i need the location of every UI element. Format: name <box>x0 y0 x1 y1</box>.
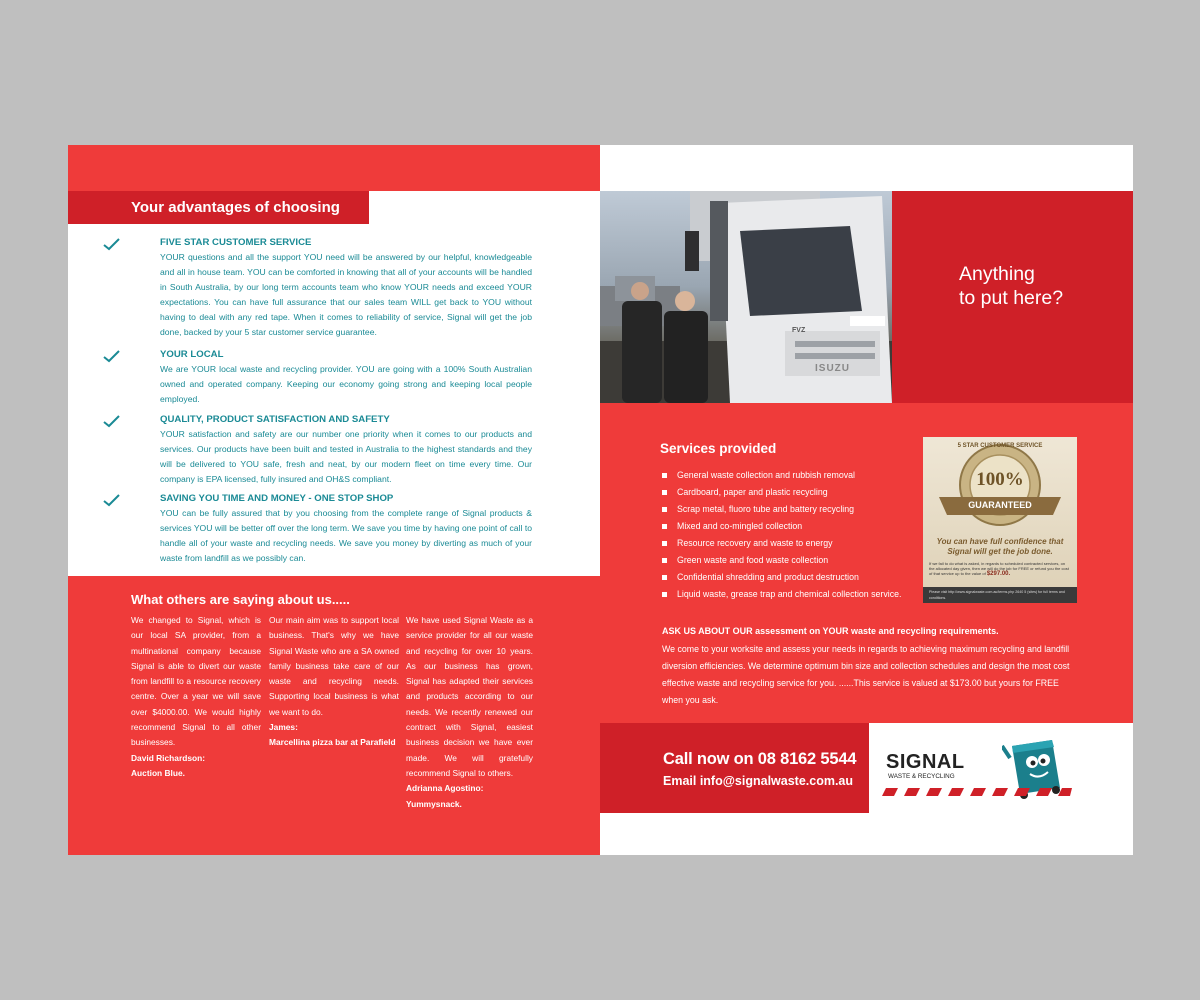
testimonial-name: James: <box>269 722 298 733</box>
testimonial-text: We have used Signal Waste as a service provider for all our waste and recycling for over 10 years. As our business has grown, Signal has adapted their services and products according to our needs. We recently renewed our contract with Signal, easiest business decision we have ever made. We will gratefully recommend Signal to others. <box>406 615 533 778</box>
advantage-text: YOUR questions and all the support YOU need will be answered by our helpful, knowledgeable and all in house team. YOU can be comforted in knowing that all of your accounts will be handled in South Australia, by our long term accounts team who know YOUR needs and exceed YOUR expectations. You can have full assurance that our sales team WILL get back to YOU without having to deal with any red tape. When it comes to reliability of service, Signal will get the job done, backed by your 5 star customer service guarantee. <box>160 252 532 337</box>
testimonials-heading: What others are saying about us..... <box>131 592 350 607</box>
guarantee-badge <box>923 437 1077 603</box>
advantage-item-1 <box>132 235 532 340</box>
badge-fine-print <box>929 561 1071 577</box>
left-top-red-band <box>68 145 600 191</box>
service-item: Resource recovery and waste to energy <box>662 535 912 552</box>
service-item: General waste collection and rubbish removal <box>662 467 912 484</box>
advantage-item-3 <box>132 412 532 487</box>
logo-stripe-icon <box>882 788 1072 796</box>
truck-model-label: FVZ <box>792 327 806 334</box>
logo-sub: WASTE & RECYCLING <box>888 773 955 780</box>
testimonial-company: Marcellina pizza bar at Parafield <box>269 737 396 748</box>
advantage-title: FIVE STAR CUSTOMER SERVICE <box>160 237 312 248</box>
testimonial-3 <box>406 613 533 812</box>
testimonial-text: We changed to Signal, which is our local SA provider, from a multinational company because Signal is able to divert our waste from landfill to a resource recovery centre. Over a year we will save over $4000.00. We would highly recommend Signal to all other businesses. <box>131 615 261 748</box>
advantage-title: QUALITY, PRODUCT SATISFACTION AND SAFETY <box>160 414 390 425</box>
checkmark-icon <box>103 415 120 428</box>
advantage-text: YOU can be fully assured that by you choosing from the complete range of Signal products & services YOU will be better off over the long term. We save you time by having one point of call to handle all of your waste and recycling needs. We save you money by diverting as much of your waste from landfill as we possibly can. <box>160 508 532 563</box>
service-item: Liquid waste, grease trap and chemical collection service. <box>662 586 912 603</box>
service-item: Cardboard, paper and plastic recycling <box>662 484 912 501</box>
testimonial-company: Auction Blue. <box>131 767 185 778</box>
hero-text <box>959 262 1063 310</box>
assessment-heading: ASK US ABOUT OUR assessment on YOUR waste and recycling requirements. <box>662 626 999 636</box>
truck-brand-label: ISUZU <box>815 363 850 374</box>
badge-fine-print-text: If we fail to do what is asked, in regards to scheduled contracted services, on the allocated day given, then we will do the job for FREE or refund you the cost of that service up to the value of <box>929 561 1069 576</box>
hero-text-line-1: Anything <box>959 263 1035 285</box>
service-item: Confidential shredding and product destruction <box>662 569 912 586</box>
advantages-heading: Your advantages of choosing Signal <box>68 191 369 224</box>
call-number[interactable]: Call now on 08 8162 5544 <box>663 750 857 768</box>
checkmark-icon <box>103 238 120 251</box>
badge-arc-text: 5 STAR CUSTOMER SERVICE <box>957 443 1043 449</box>
hero-text-line-2: to put here? <box>959 287 1064 309</box>
assessment-text: We come to your worksite and assess your needs in regards to achieving maximum recycling and landfill diversion efficiencies. We determine optimum bin size and collection schedules and design the most cost effective waste and recycling service for you. ......This service is valued at $173.00 but yours for FREE when you ask. <box>662 644 1070 705</box>
checkmark-icon <box>103 494 120 507</box>
badge-tagline: You can have full confidence that Signal will get the job done. <box>936 537 1064 556</box>
advantage-item-2 <box>132 347 532 407</box>
badge-percent: 100% <box>976 469 1024 490</box>
advantage-title: YOUR LOCAL <box>160 349 224 360</box>
testimonial-name: David Richardson: <box>131 752 205 763</box>
testimonial-name: Adrianna Agostino: <box>406 783 484 794</box>
right-top-white-band <box>600 145 1133 191</box>
testimonial-company: Yummysnack. <box>406 798 462 809</box>
checkmark-icon <box>103 350 120 363</box>
services-list <box>662 467 912 603</box>
testimonial-2 <box>269 613 399 751</box>
testimonial-text: Our main aim was to support local business. That's why we have Signal Waste who are a SA owned family business take care of our waste and recycling needs. Supporting local business is what we want to do. <box>269 615 399 717</box>
badge-footer: Please visit http://www.signalwaste.com.au/terms.php 2640 5 (sites) for full terms and conditions. <box>923 587 1077 603</box>
services-heading: Services provided <box>660 441 777 456</box>
email-address[interactable]: Email info@signalwaste.com.au <box>663 774 854 788</box>
badge-ribbon: GUARANTEED <box>968 500 1032 510</box>
service-item: Green waste and food waste collection <box>662 552 912 569</box>
badge-amount: $297.00. <box>986 571 1011 577</box>
advantage-title: SAVING YOU TIME AND MONEY - ONE STOP SHOP <box>160 493 394 504</box>
service-item: Scrap metal, fluoro tube and battery recycling <box>662 501 912 518</box>
logo-name: SIGNAL <box>886 751 965 773</box>
advantage-item-4 <box>132 491 532 566</box>
advantage-text: YOUR satisfaction and safety are our number one priority when it comes to our products and services. Our products have been built and tested in Australia to the highest standards and they will be delivered to YOU safe, fresh and neat, by our modern fleet on time every time. Our company is EPA licensed, fully insured and OH&S compliant. <box>160 429 532 484</box>
testimonial-1 <box>131 613 261 781</box>
signal-logo <box>882 738 1072 800</box>
advantage-text: We are YOUR local waste and recycling provider. YOU are going with a 100% South Australian owned and operated company. Keeping our economy going strong and keeping local people employed. <box>160 364 532 404</box>
truck-photo <box>600 191 892 403</box>
service-item: Mixed and co-mingled collection <box>662 518 912 535</box>
